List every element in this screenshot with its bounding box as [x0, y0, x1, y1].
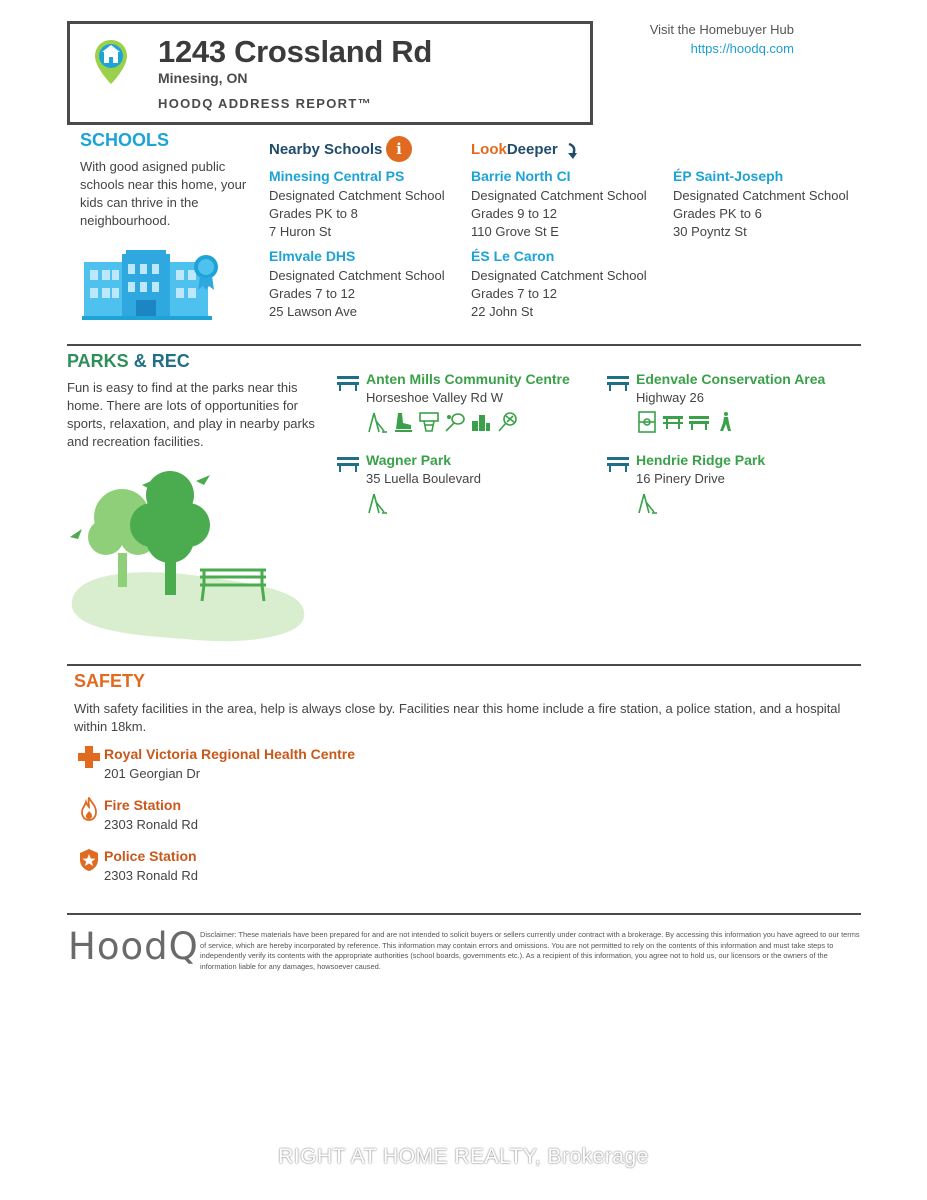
section-divider — [67, 344, 861, 346]
homebuyer-hub-link[interactable]: https://hoodq.com — [690, 41, 794, 56]
basketball-icon — [418, 411, 440, 433]
school-grades: Grades 7 to 12 — [269, 286, 355, 301]
bench-icon — [336, 374, 360, 392]
safety-item — [104, 746, 504, 781]
school-card — [471, 247, 661, 321]
school-card — [471, 167, 661, 241]
playground-icon — [366, 411, 388, 433]
school-type: Designated Catchment School — [269, 268, 445, 283]
bench-icon — [688, 411, 710, 433]
bench-icon — [606, 374, 630, 392]
info-icon[interactable]: i — [386, 136, 412, 162]
school-name[interactable]: ÉS Le Caron — [471, 248, 555, 264]
amenity-icons — [366, 492, 596, 514]
park-name[interactable]: Hendrie Ridge Park — [636, 452, 766, 468]
amenity-icons — [366, 411, 596, 433]
building-icon — [470, 411, 492, 433]
school-card — [673, 167, 863, 241]
facility-name[interactable]: Fire Station — [104, 797, 182, 813]
school-type: Designated Catchment School — [673, 188, 849, 203]
park-item — [366, 452, 596, 514]
park-item — [636, 452, 861, 514]
playground-icon — [366, 492, 388, 514]
tennis-icon — [444, 411, 466, 433]
park-address: Highway 26 — [636, 390, 704, 405]
nearby-schools-label: Nearby Schools — [269, 141, 383, 158]
bench-icon — [336, 455, 360, 473]
sports-field-icon — [636, 411, 658, 433]
section-divider — [67, 664, 861, 666]
homebuyer-hub-label: Visit the Homebuyer Hub — [649, 22, 794, 37]
park-illustration — [66, 467, 308, 645]
park-name[interactable]: Anten Mills Community Centre — [366, 371, 570, 387]
facility-name[interactable]: Police Station — [104, 848, 197, 864]
park-name[interactable]: Edenvale Conservation Area — [636, 371, 826, 387]
school-address: 25 Lawson Ave — [269, 304, 357, 319]
school-name[interactable]: Barrie North CI — [471, 168, 571, 184]
parks-title: PARKS & REC — [67, 351, 190, 371]
location-pin-icon — [93, 38, 129, 86]
parks-description: Fun is easy to find at the parks near this home. There are lots of opportunities for sports, relaxation, and play in nearby parks and recreation facilities. — [67, 380, 315, 449]
school-grades: Grades 7 to 12 — [471, 286, 557, 301]
address-title: 1243 Crossland Rd — [158, 34, 433, 69]
trail-icon — [714, 411, 736, 433]
school-address: 7 Huron St — [269, 224, 332, 239]
facility-address: 2303 Ronald Rd — [104, 817, 198, 832]
report-label: HOODQ ADDRESS REPORT™ — [158, 96, 372, 111]
school-address: 22 John St — [471, 304, 534, 319]
school-type: Designated Catchment School — [471, 268, 647, 283]
school-grades: Grades PK to 8 — [269, 206, 358, 221]
racquet-icon — [496, 411, 518, 433]
school-type: Designated Catchment School — [269, 188, 445, 203]
safety-item — [104, 848, 504, 883]
school-address: 30 Poyntz St — [673, 224, 747, 239]
school-type: Designated Catchment School — [471, 188, 647, 203]
section-divider — [67, 913, 861, 915]
school-card — [269, 167, 459, 241]
park-item — [366, 371, 596, 433]
school-grades: Grades PK to 6 — [673, 206, 762, 221]
facility-address: 201 Georgian Dr — [104, 766, 201, 781]
facility-name[interactable]: Royal Victoria Regional Health Centre — [104, 746, 356, 762]
park-address: 35 Luella Boulevard — [366, 471, 481, 486]
school-address: 110 Grove St E — [471, 224, 559, 239]
flame-icon — [80, 797, 98, 821]
schools-description: With good asigned public schools near this home, your kids can thrive in the neighbourhood. — [80, 159, 247, 228]
address-city: Minesing, ON — [158, 70, 248, 86]
school-name[interactable]: Elmvale DHS — [269, 248, 356, 264]
safety-item — [104, 797, 504, 832]
picnic-table-icon — [662, 411, 684, 433]
park-item — [636, 371, 861, 433]
playground-icon — [636, 492, 658, 514]
school-building-icon — [82, 250, 222, 322]
arrow-down-icon — [566, 142, 580, 160]
school-name[interactable]: Minesing Central PS — [269, 168, 405, 184]
amenity-icons — [636, 492, 861, 514]
skate-icon — [392, 411, 414, 433]
brokerage-watermark: RIGHT AT HOME REALTY, Brokerage — [278, 1145, 649, 1168]
school-grades: Grades 9 to 12 — [471, 206, 557, 221]
safety-description: With safety facilities in the area, help is always close by. Facilities near this home include a fire station, a police station, and a hospital within 18km. — [74, 701, 841, 734]
school-name[interactable]: ÉP Saint-Joseph — [673, 168, 784, 184]
park-address: 16 Pinery Drive — [636, 471, 725, 486]
park-name[interactable]: Wagner Park — [366, 452, 452, 468]
police-badge-icon — [79, 848, 99, 872]
lookdeeper-label[interactable]: LookDeeper — [471, 141, 558, 158]
safety-title: SAFETY — [74, 671, 146, 691]
facility-address: 2303 Ronald Rd — [104, 868, 198, 883]
disclaimer-text: Disclaimer: These materials have been prepared for and are not intended to solicit buyers or sellers currently under contract with a brokerage. By accessing this information you have agreed to our terms of service, which are hereby incorporated by reference. This information may contain errors and omissions. You are not permitted to rely on the contents of this information and must take steps to independently verify its contents with the appropriate authorities (school boards, governments etc.). As a recipient of this information, you agree not to hold us, our licensors or the owners of the information liable for any damages, howsoever caused. — [200, 930, 860, 971]
school-card — [269, 247, 459, 321]
bench-icon — [606, 455, 630, 473]
hospital-cross-icon — [78, 746, 100, 768]
hoodq-logo: HoodQ — [68, 925, 199, 968]
schools-title: SCHOOLS — [80, 130, 170, 150]
amenity-icons — [636, 411, 861, 433]
park-address: Horseshoe Valley Rd W — [366, 390, 504, 405]
